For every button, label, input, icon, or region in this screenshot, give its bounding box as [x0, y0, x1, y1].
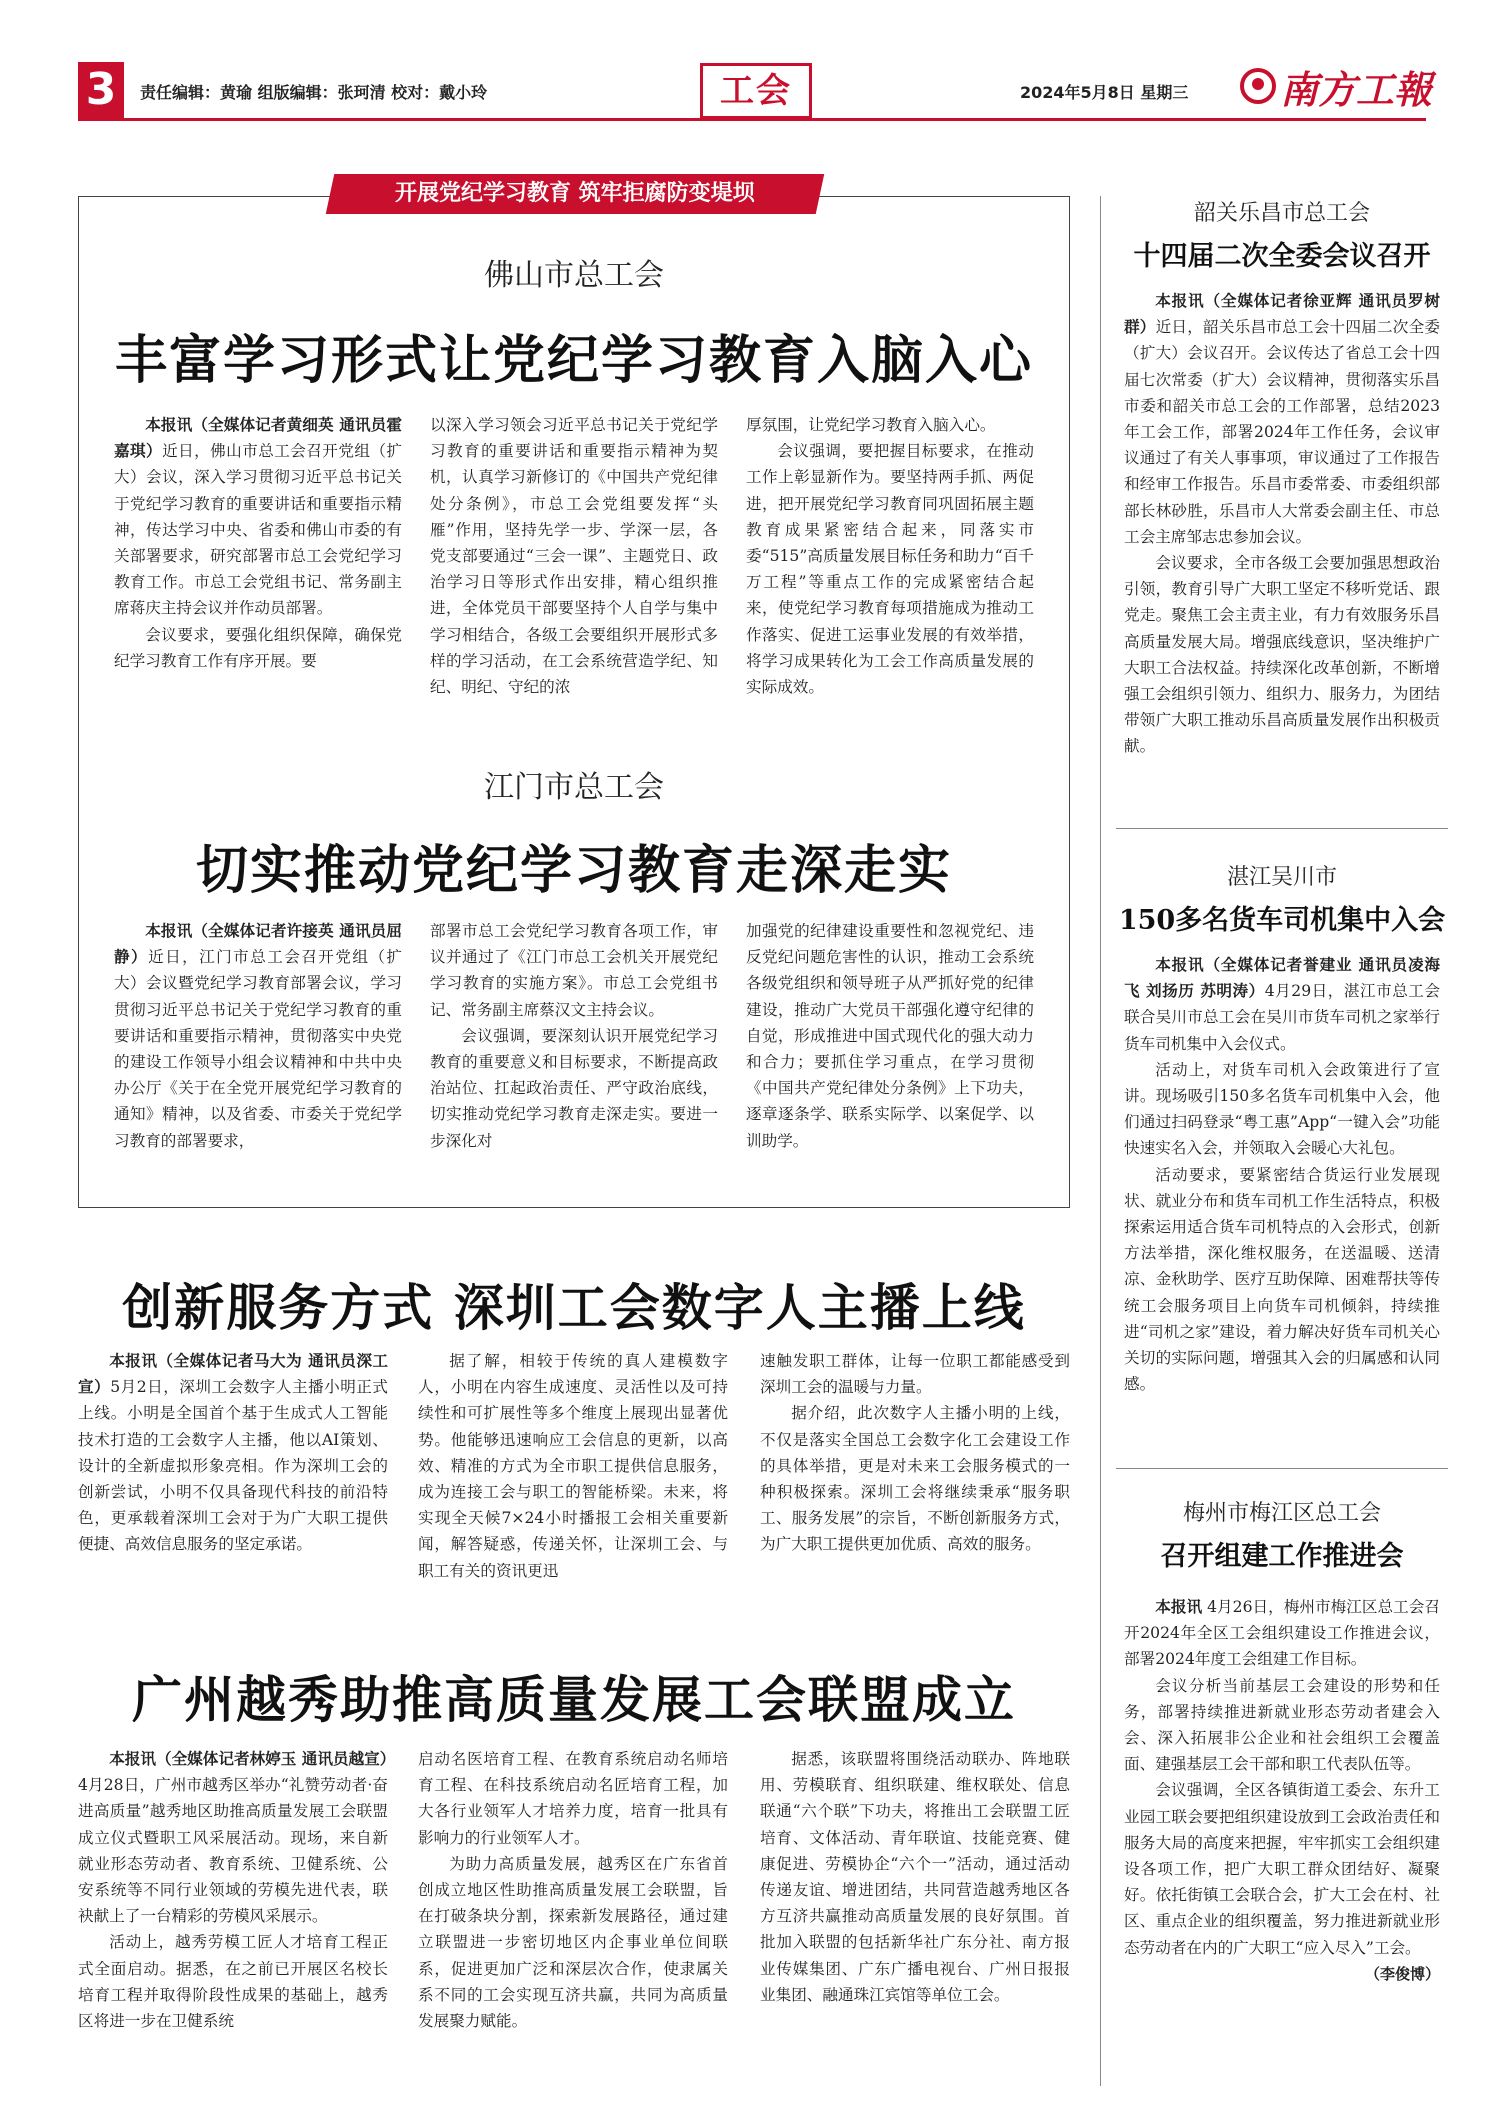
feature-banner-text: 开展党纪学习教育 筑牢拒腐防变堤坝: [395, 181, 755, 206]
s1-text-2: 会议要求，全市各级工会要加强思想政治引领，教育引导广大职工坚定不移听党话、跟党走。聚焦工会主责主业，有力有效服务乐昌高质量发展大局。增强底线意识，坚决维护广大职工合法权益。持续深化改革创新，不断增强工会组织引领力、组织力、服务力，为团结带领广大职工推动乐昌高质量发展作出积极贡献。: [1124, 554, 1440, 756]
a4-text-1: 4月28日，广州市越秀区举办“礼赞劳动者·奋进高质量”越秀地区助推高质量发展工会联盟成立仪式暨职工风采展活动。现场，来自新就业形态劳动者、教育系统、卫健系统、公安系统等不同行业领域的劳模先进代表，联袂献上了一台精彩的劳模风采展示。: [78, 1776, 388, 1926]
a1-text-1: 近日，佛山市总工会召开党组（扩大）会议，深入学习贯彻习近平总书记关于党纪学习教育的重要讲话和重要指示精神，传达学习中央、省委和佛山市委的有关部署要求，研究部署市总工会党纪学习教育工作。市总工会党组书记、常务副主席蒋庆主持会议并作动员部署。: [114, 442, 402, 618]
a3-col-3: [760, 1348, 1070, 1558]
a4-text-3: 启动名医培育工程、在教育系统启动名师培育工程、在科技系统启动名匠培育工程，加大各行业领军人才培养力度，培育一批具有影响力的行业领军人才。: [418, 1750, 728, 1847]
page-number: 3: [78, 62, 124, 118]
s3-text-2: 会议分析当前基层工会建设的形势和任务，部署持续推进新就业形态劳动者建会入会、深入拓展非公企业和社会组织工会覆盖面、建强基层工会干部和职工代表队伍等。: [1124, 1676, 1440, 1774]
a1-text-3: 以深入学习领会习近平总书记关于党纪学习教育的重要讲话和重要指示精神为契机，认真学习新修订的《中国共产党纪律处分条例》，市总工会党组要发挥“头雁”作用，坚持先学一步、学深一层，各党支部要通过“三会一课”、主题党日、政治学习日等形式作出安排，精心组织推进，全体党员干部要坚持个人自学与集中学习相结合，各级工会要组织开展形式多样的学习活动，在工会系统营造学纪、知纪、明纪、守纪的浓: [430, 416, 718, 697]
s3-byline: 本报讯: [1155, 1598, 1203, 1616]
a1-byline: 本报讯（全媒体记者黄细英 通讯员霍嘉琪）: [114, 416, 402, 461]
issue-date: 2024年5月8日 星期三: [1020, 83, 1189, 102]
logo-text: 南方工報: [1280, 66, 1433, 112]
a1-text-4: 厚氛围，让党纪学习教育入脑入心。: [746, 416, 996, 434]
a4-text-4: 为助力高质量发展，越秀区在广东省首创成立地区性助推高质量发展工会联盟，旨在打破条块分割，探索新发展路径，通过建立联盟进一步密切地区内企事业单位间联系，促进更加广泛和深层次合作，使隶属关系不同的工会实现互济共赢，共同为高质量发展聚力赋能。: [418, 1854, 728, 2031]
s2-text-1: 4月29日，湛江市总工会联合吴川市总工会在吴川市货车司机之家举行货车司机集中入会仪式。: [1124, 982, 1440, 1053]
s1-byline: 本报讯（全媒体记者徐亚辉 通讯员罗树群）: [1124, 292, 1440, 337]
a1-col-3: [746, 412, 1034, 700]
s1-rule: [1116, 828, 1448, 829]
a1-text-5: 会议强调，要把握目标要求，在推动工作上彰显新作为。要坚持两手抓、两促进，把开展党纪学习教育同巩固拓展主题教育成果紧密结合起来，同落实市委“515”高质量发展目标任务和助力“百千万工程”等重点工作的完成紧密结合起来，使党纪学习教育每项措施成为推动工作落实、促进工运事业发展的有效举措，将学习成果转化为工会工作高质量发展的实际成效。: [746, 442, 1034, 697]
a1-col-1: [114, 412, 402, 674]
header-rule: [78, 118, 1426, 121]
s2-text-3: 活动要求，要紧密结合货运行业发展现状、就业分布和货车司机工作生活特点，积极探索运用适合货车司机特点的入会形式，创新方法举措，深化维权服务，在送温暖、送清凉、金秋助学、医疗互助保障、困难帮扶等传统工会服务项目上向货车司机倾斜，持续推进“司机之家”建设，着力解决好货车司机关心关切的实际问题，增强其入会的归属感和认同感。: [1124, 1165, 1440, 1394]
s1-headline: 十四届二次全委会议召开: [1133, 241, 1431, 272]
a2-text-1: 近日，江门市总工会召开党组（扩大）会议暨党纪学习教育部署会议，学习贯彻习近平总书记关于党纪学习教育的重要讲话和重要指示精神，贯彻落实中央党的建设工作领导小组会议精神和中共中央办公厅《关于在全党开展党纪学习教育的通知》精神，以及省委、市委关于党纪学习教育的部署要求，: [114, 948, 402, 1150]
s1-body: [1124, 288, 1440, 760]
s3-headline: 召开组建工作推进会: [1160, 1541, 1404, 1572]
s3-body: [1124, 1594, 1440, 1987]
a1-headline: 丰富学习形式让党纪学习教育入脑入心: [114, 330, 1033, 391]
a2-kicker: 江门市总工会: [484, 770, 664, 805]
a1-col-2: [430, 412, 718, 700]
a4-col-3: [760, 1746, 1070, 2008]
s3-text-3: 会议强调，全区各镇街道工委会、东升工业园工联会要把组织建设放到工会政治责任和服务大局的高度来把握，牢牢抓实工会组织建设各项工作，把广大职工群众团结好、凝聚好。依托街镇工会联合会，扩大工会在村、社区、重点企业的组织覆盖，努力推进新就业形态劳动者在内的广大职工“应入尽入”工会。: [1124, 1781, 1440, 1957]
a1-kicker: 佛山市总工会: [484, 258, 664, 293]
s3-kicker: 梅州市梅江区总工会: [1182, 1501, 1381, 1526]
masthead-logo: [1240, 58, 1440, 114]
editor-credits: 责任编辑：黄瑜 组版编辑：张珂清 校对：戴小玲: [140, 83, 488, 102]
s3-text-1: 4月26日，梅州市梅江区总工会召开2024年全区工会组织建设工作推进会议，部署2024年度工会组建工作目标。: [1124, 1598, 1440, 1669]
a4-text-5: 据悉，该联盟将围绕活动联办、阵地联用、劳模联育、组织联建、维权联处、信息联通“六个联”下功夫，将推出工会联盟工匠培育、文体活动、青年联谊、技能竞赛、健康促进、劳模协企“六个一”活动，通过活动传递友谊、增进团结，共同营造越秀地区各方互济共赢推动高质量发展的良好氛围。首批加入联盟的包括新华社广东分社、南方报业传媒集团、广东广播电视台、广州日报报业集团、融通珠江宾馆等单位工会。: [760, 1750, 1070, 2004]
a3-text-4: 据介绍，此次数字人主播小明的上线，不仅是落实全国总工会数字化工会建设工作的具体举措，更是对未来工会服务模式的一种积极探索。深圳工会将继续秉承“服务职工、服务发展”的宗旨，不断创新服务方式，为广大职工提供更加优质、高效的服务。: [760, 1404, 1070, 1554]
a3-text-3: 速触发职工群体，让每一位职工都能感受到深圳工会的温暖与力量。: [760, 1352, 1070, 1397]
s2-headline: 150多名货车司机集中入会: [1118, 905, 1446, 936]
logo-mark-icon: [1240, 68, 1276, 104]
a1-text-2: 会议要求，要强化组织保障，确保党纪学习教育工作有序开展。要: [114, 625, 402, 670]
s2-kicker: 湛江吴川市: [1226, 865, 1337, 890]
a2-text-2: 部署市总工会党纪学习教育各项工作，审议并通过了《江门市总工会机关开展党纪学习教育的实施方案》。市总工会党组书记、常务副主席蔡汉文主持会议。: [430, 922, 718, 1019]
s3-signoff: （李俊博）: [1364, 1964, 1440, 1983]
a3-text-1: 5月2日，深圳工会数字人主播小明正式上线。小明是全国首个基于生成式人工智能技术打造的工会数字人主播，他以AI策划、设计的全新虚拟形象亮相。作为深圳工会的创新尝试，小明不仅具备现代科技的前沿特色，更承载着深圳工会对于为广大职工提供便捷、高效信息服务的坚定承诺。: [78, 1378, 388, 1554]
a2-text-3: 会议强调，要深刻认识开展党纪学习教育的重要意义和目标要求，不断提高政治站位、扛起政治责任、严守政治底线，切实推动党纪学习教育走深走实。要进一步深化对: [430, 1026, 718, 1150]
a2-headline: 切实推动党纪学习教育走深走实: [195, 840, 952, 901]
a2-byline: 本报讯（全媒体记者许接英 通讯员屈静）: [114, 922, 402, 967]
s2-text-2: 活动上，对货车司机入会政策进行了宣讲。现场吸引150多名货车司机集中入会，他们通过扫码登录“粤工惠”App“一键入会”功能快速实名入会，并领取入会暖心大礼包。: [1124, 1060, 1440, 1158]
a3-headline: 创新服务方式 深圳工会数字人主播上线: [122, 1278, 1026, 1337]
section-label: 工会: [700, 63, 812, 119]
a4-byline: 本报讯（全媒体记者林婷玉 通讯员越宣）: [109, 1750, 396, 1768]
a3-byline: 本报讯（全媒体记者马大为 通讯员深工宣）: [78, 1352, 388, 1397]
a2-col-1: [114, 918, 402, 1154]
sidebar-divider: [1100, 196, 1101, 2086]
s1-kicker: 韶关乐昌市总工会: [1193, 201, 1370, 226]
a4-col-2: [418, 1746, 728, 2034]
a4-col-1: [78, 1746, 396, 2034]
s2-rule: [1116, 1468, 1448, 1469]
a2-text-4: 加强党的纪律建设重要性和忽视党纪、违反党纪问题危害性的认识，推动工会系统各级党组织和领导班子从严抓好党的纪律建设，推动广大党员干部强化遵守纪律的自觉，形成推进中国式现代化的强大动力和合力；要抓住学习重点，在学习贯彻《中国共产党纪律处分条例》上下功夫，逐章逐条学、联系实际学、以案促学、以训助学。: [746, 922, 1034, 1150]
s2-byline: 本报讯（全媒体记者誉建业 通讯员凌海飞 刘扬历 苏明涛）: [1124, 956, 1440, 1001]
a3-col-2: [418, 1348, 728, 1584]
a3-text-2: 据了解，相较于传统的真人建模数字人，小明在内容生成速度、灵活性以及可持续性和可扩展性等多个维度上展现出显著优势。他能够迅速响应工会信息的更新，以高效、精准的方式为全市职工提供信息服务，成为连接工会与职工的智能桥梁。未来，将实现全天候7×24小时播报工会相关重要新闻，解答疑惑，传递关怀，让深圳工会、与职工有关的资讯更迅: [418, 1352, 728, 1580]
feature-banner: [326, 174, 825, 214]
a2-col-2: [430, 918, 718, 1154]
a4-headline: 广州越秀助推高质量发展工会联盟成立: [132, 1670, 1016, 1729]
a2-col-3: [746, 918, 1034, 1154]
s1-text-1: 近日，韶关乐昌市总工会十四届二次全委（扩大）会议召开。会议传达了省总工会十四届七次常委（扩大）会议精神，贯彻落实乐昌市委和韶关市总工会的工作部署，总结2023年工会工作，部署2024年工作任务，会议审议通过了有关人事事项，审议通过了工作报告和经审工作报告。乐昌市委常委、市委组织部部长林砂胜，乐昌市人大常委会副主任、市总工会主席邹志忠参加会议。: [1124, 318, 1440, 546]
s2-body: [1124, 952, 1440, 1397]
a4-text-2: 活动上，越秀劳模工匠人才培育工程正式全面启动。据悉，在之前已开展区名校长培育工程并取得阶段性成果的基础上，越秀区将进一步在卫健系统: [78, 1933, 388, 2031]
a3-col-1: [78, 1348, 388, 1558]
